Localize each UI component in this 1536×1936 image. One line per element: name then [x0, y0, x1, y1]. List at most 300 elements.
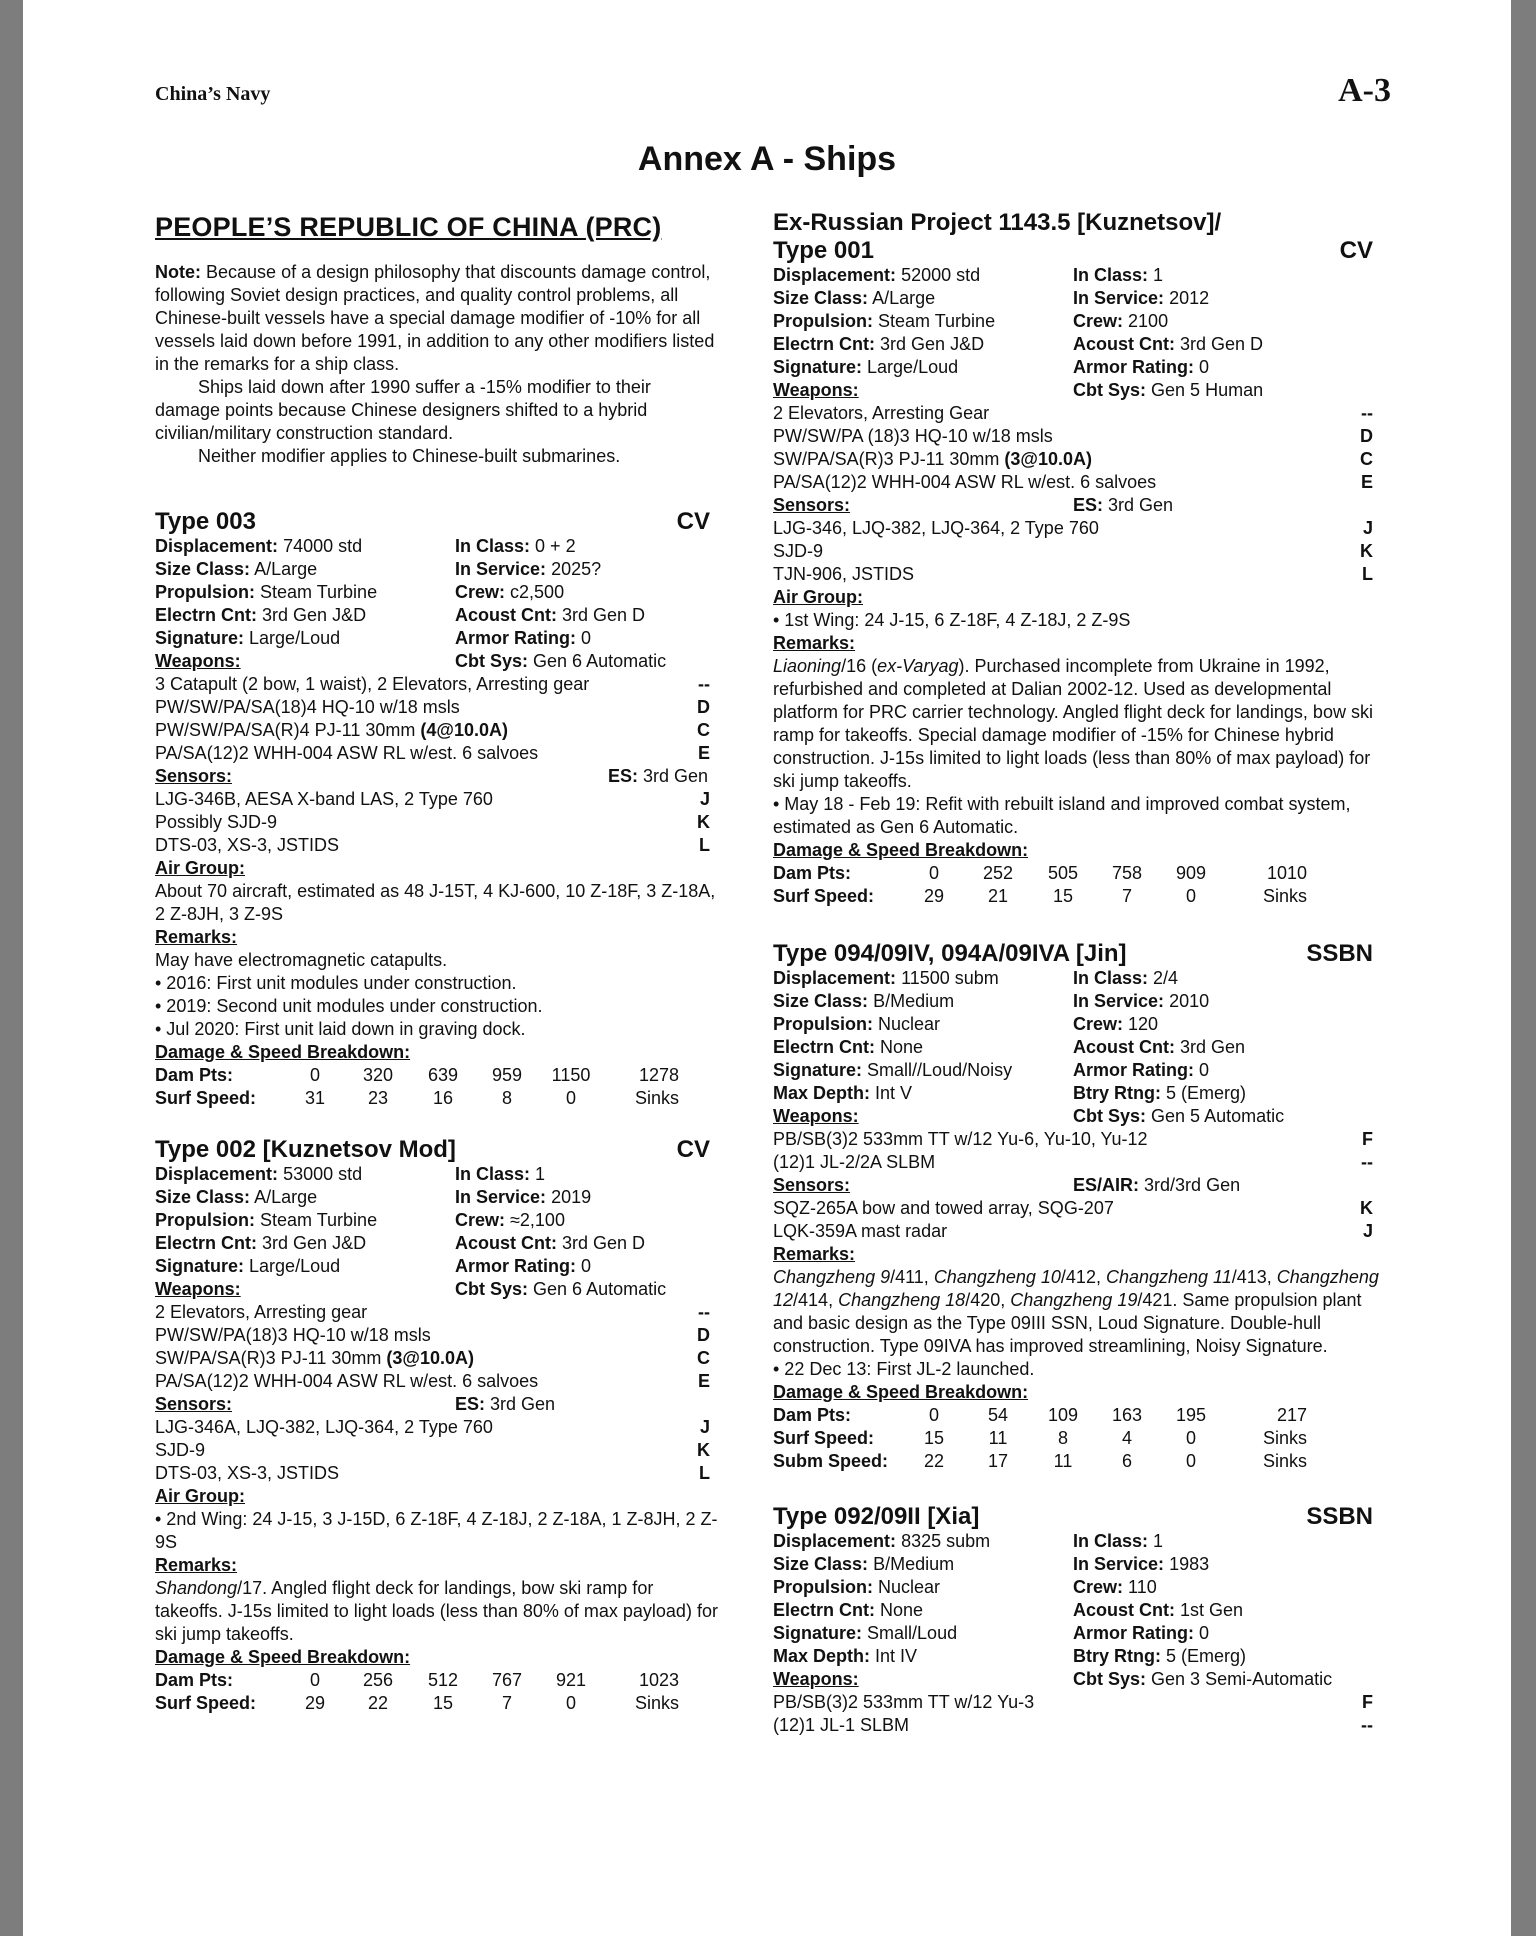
stat-cell	[1073, 1576, 1383, 1599]
stat-label: In Class:	[1073, 1531, 1149, 1551]
stat-cell	[1073, 1059, 1383, 1082]
ship-hull-name: Changzheng 10	[933, 1267, 1061, 1287]
stat-label: Size Class:	[773, 1554, 869, 1574]
running-header: China’s Navy	[155, 83, 271, 105]
damage-row-label: Subm Speed:	[773, 1451, 889, 1471]
stat-value: 52000 std	[901, 265, 981, 285]
remark-bullet: • May 18 - Feb 19: Refit with rebuilt island and improved combat system, estimated as Gen 6 Automatic.	[773, 794, 1351, 837]
damage-value: 4	[1121, 1428, 1132, 1448]
damage-value: 921	[555, 1670, 587, 1690]
stat-value: ≈2,100	[510, 1210, 565, 1230]
stat-cell	[155, 558, 455, 581]
stat-cell	[455, 1163, 720, 1186]
stat-value: Small//Loud/Noisy	[867, 1060, 1013, 1080]
weapon-desc: PB/SB(3)2 533mm TT w/12 Yu-3	[773, 1692, 1035, 1712]
damage-heading: Damage & Speed Breakdown:	[773, 840, 1029, 860]
weapon-desc: PA/SA(12)2 WHH-004 ASW RL w/est. 6 salvoes	[155, 1371, 539, 1391]
es-cell	[1073, 494, 1383, 517]
es-label: ES:	[1073, 495, 1104, 515]
stat-label: Armor Rating:	[455, 628, 576, 648]
weapon-code: F	[1362, 1129, 1373, 1149]
stat-label: Signature:	[773, 357, 863, 377]
stat-value: 0	[581, 1256, 592, 1276]
ship-type-code: CV	[676, 508, 710, 535]
damage-value: 6	[1121, 1451, 1132, 1471]
stat-value: Steam Turbine	[260, 1210, 378, 1230]
stat-label: Cbt Sys:	[455, 1279, 529, 1299]
stat-cell	[1073, 1622, 1383, 1645]
stat-value: Gen 5 Automatic	[1151, 1106, 1285, 1126]
stat-value: Nuclear	[878, 1577, 941, 1597]
stat-value: Large/Loud	[249, 1256, 341, 1276]
stat-cell	[773, 1530, 1073, 1553]
stat-cell	[773, 1082, 1073, 1105]
damage-value: 54	[987, 1405, 1009, 1425]
stat-label: Displacement:	[773, 968, 897, 988]
remarks-body: /17. Angled flight deck for landings, bow ski ramp for takeoffs. J-15s limited to light loads (less than 80% of max payload) for ski jump takeoffs.	[155, 1578, 718, 1644]
weapon-desc: 2 Elevators, Arresting gear	[155, 1302, 368, 1322]
remarks-body: ). Purchased incomplete from Ukraine in 1992, refurbished and completed at Dalian 2002-12. Used as developmental platform for PRC carrier technology. Angled flight deck for landings, bow ski ramp for takeoffs. Special damage modifier of -15% for Chinese hybrid construction. J-15s limited to light loads (less than 80% of max payload) for ski jump takeoffs.	[773, 656, 1373, 791]
stat-label: Btry Rtng:	[1073, 1083, 1161, 1103]
weapon-line	[773, 471, 1383, 494]
stat-cell	[773, 1059, 1073, 1082]
damage-value: 909	[1175, 863, 1207, 883]
weapon-line	[155, 673, 720, 696]
stat-label: Electrn Cnt:	[155, 605, 258, 625]
ship-header	[773, 1503, 1383, 1530]
damage-row-label: Dam Pts:	[773, 1405, 852, 1425]
weapon-text	[155, 1370, 538, 1393]
weapon-desc: 3 Catapult (2 bow, 1 waist), 2 Elevators, Arresting gear	[155, 674, 590, 694]
ship-entry-type-092	[773, 1503, 1383, 1737]
stat-label: Acoust Cnt:	[1073, 1600, 1175, 1620]
weapon-text	[773, 1151, 935, 1174]
damage-value: 758	[1111, 863, 1143, 883]
weapon-code: --	[698, 674, 710, 694]
stat-cell	[455, 1255, 720, 1278]
ship-name: Type 094/09IV, 094A/09IVA [Jin]	[773, 940, 1127, 967]
hull-number: /411,	[890, 1267, 934, 1287]
ship-entry-type-094	[773, 940, 1383, 1473]
weapon-desc: (12)1 JL-1 SLBM	[773, 1715, 910, 1735]
cbt-sys-cell	[455, 650, 720, 673]
damage-value: Sinks	[1262, 1428, 1307, 1448]
stat-cell	[773, 967, 1073, 990]
es-cell	[608, 765, 720, 788]
stat-cell	[455, 558, 720, 581]
stat-cell	[155, 1232, 455, 1255]
damage-value: 0	[928, 1405, 939, 1425]
damage-row	[155, 1692, 720, 1715]
stat-label: Armor Rating:	[1073, 1623, 1194, 1643]
sensor-text: TJN-906, JSTIDS	[773, 564, 915, 584]
stat-cell	[1073, 1530, 1383, 1553]
stat-cell	[773, 287, 1073, 310]
stat-cell	[773, 356, 1073, 379]
stat-label: Armor Rating:	[1073, 1060, 1194, 1080]
stat-cell	[1073, 1036, 1383, 1059]
stat-value: 5 (Emerg)	[1166, 1083, 1247, 1103]
damage-row-label: Surf Speed:	[155, 1088, 257, 1108]
weapon-gun-rating: (3@10.0A)	[386, 1348, 474, 1368]
weapon-text	[773, 1128, 1148, 1151]
damage-value: 11	[1053, 1451, 1073, 1471]
stat-cell	[773, 990, 1073, 1013]
ship-name: Type 092/09II [Xia]	[773, 1503, 980, 1530]
stat-label: Crew:	[1073, 311, 1124, 331]
weapon-line	[773, 1714, 1383, 1737]
note-text-1: Because of a design philosophy that discounts damage control, following Soviet design practices, and quality control problems, all Chinese-built vessels have a special damage modifier of -10% for all vessels laid down before 1991, in addition to any other modifiers listed in the remarks for a ship class.	[155, 262, 715, 374]
ship-hull-name: Changzheng 11	[1105, 1267, 1232, 1287]
cbt-sys-cell	[455, 1278, 720, 1301]
stat-value: Nuclear	[878, 1014, 941, 1034]
ship-type-code: SSBN	[1306, 1503, 1373, 1530]
stat-value: 74000 std	[283, 536, 363, 556]
stat-label: Acoust Cnt:	[455, 605, 557, 625]
stat-cell	[455, 581, 720, 604]
damage-value: 15	[432, 1693, 454, 1713]
stat-cell	[1073, 1553, 1383, 1576]
damage-value: 767	[491, 1670, 523, 1690]
hull-number: /413,	[1231, 1267, 1277, 1287]
stat-value: 110	[1128, 1577, 1157, 1597]
weapon-code: --	[698, 1302, 710, 1322]
sensor-text: DTS-03, XS-3, JSTIDS	[155, 1463, 340, 1483]
damage-row-label: Surf Speed:	[773, 1428, 875, 1448]
hull-number: /420,	[965, 1290, 1011, 1310]
damage-value: 0	[1185, 886, 1196, 906]
sensor-line	[773, 540, 1383, 563]
stat-label: Acoust Cnt:	[455, 1233, 557, 1253]
stat-label: Max Depth:	[773, 1646, 871, 1666]
damage-value: 217	[1276, 1405, 1307, 1425]
stat-cell	[1073, 1599, 1383, 1622]
damage-row	[773, 1450, 1383, 1473]
stat-value: 3rd Gen D	[1180, 334, 1264, 354]
remarks-heading: Remarks:	[773, 1244, 856, 1264]
stat-value: 1	[535, 1164, 546, 1184]
damage-value: 0	[1185, 1428, 1196, 1448]
stat-label: In Class:	[1073, 265, 1149, 285]
stat-cell	[155, 1186, 455, 1209]
ship-header	[155, 1136, 720, 1163]
weapon-desc: PW/SW/PA (18)3 HQ-10 w/18 msls	[773, 426, 1053, 446]
remarks-heading: Remarks:	[155, 1555, 238, 1575]
stat-label: Propulsion:	[155, 582, 255, 602]
stat-label: Btry Rtng:	[1073, 1646, 1161, 1666]
sensor-text: LQK-359A mast radar	[773, 1221, 948, 1241]
sensors-heading-row	[155, 765, 720, 788]
sensor-code: K	[1360, 541, 1373, 561]
remarks-fragment: /16 (	[841, 656, 878, 676]
damage-value: 1150	[551, 1065, 591, 1085]
page-title: Annex A - Ships	[637, 140, 897, 178]
ship-entry-type-002	[155, 1136, 720, 1715]
right-column	[773, 208, 1383, 1737]
ship-stats	[155, 535, 720, 673]
damage-value: Sinks	[1262, 1451, 1307, 1471]
cbt-sys-cell	[1073, 1105, 1383, 1128]
weapon-line	[773, 1691, 1383, 1714]
ship-stats	[155, 1163, 720, 1301]
ship-name-line-1: Ex-Russian Project 1143.5 [Kuznetsov]/	[773, 209, 1222, 236]
stat-value: 0	[1199, 1060, 1210, 1080]
stat-cell	[1073, 1013, 1383, 1036]
stat-label: Cbt Sys:	[1073, 1669, 1147, 1689]
stat-value: 120	[1128, 1014, 1159, 1034]
stat-cell	[155, 581, 455, 604]
air-group-text: About 70 aircraft, estimated as 48 J-15T, 4 KJ-600, 10 Z-18F, 3 Z-18A, 2 Z-8JH, 3 Z-9S	[155, 881, 716, 924]
stat-value: 3rd Gen D	[562, 605, 646, 625]
stat-value: 0	[581, 628, 592, 648]
air-group-heading: Air Group:	[155, 858, 245, 878]
sensor-line	[155, 1439, 720, 1462]
damage-value: 109	[1047, 1405, 1079, 1425]
stat-label: Electrn Cnt:	[773, 334, 876, 354]
stat-value: 0	[1199, 357, 1210, 377]
weapon-text	[155, 1324, 431, 1347]
sensor-text: Possibly SJD-9	[155, 812, 278, 832]
sensors-heading: Sensors:	[155, 1394, 233, 1414]
ship-name: Type 003	[155, 508, 256, 535]
stat-cell	[773, 1622, 1073, 1645]
weapons-heading-cell	[773, 379, 1073, 402]
sensors-heading-row	[155, 1393, 720, 1416]
damage-value: 22	[923, 1451, 945, 1471]
es-value: 3rd Gen	[1108, 495, 1174, 515]
weapon-text	[773, 1691, 1034, 1714]
stat-label: Propulsion:	[155, 1210, 255, 1230]
stat-cell	[155, 535, 455, 558]
weapon-desc: 2 Elevators, Arresting Gear	[773, 403, 990, 423]
stat-label: Electrn Cnt:	[773, 1600, 876, 1620]
sensor-code: J	[699, 789, 710, 809]
damage-row	[155, 1087, 720, 1110]
damage-value: 15	[923, 1428, 945, 1448]
stat-value: 2/4	[1153, 968, 1179, 988]
stat-cell	[773, 1576, 1073, 1599]
stat-value: 3rd Gen	[1180, 1037, 1246, 1057]
document-page	[23, 0, 1511, 1936]
stat-label: Size Class:	[155, 1187, 251, 1207]
stat-label: Electrn Cnt:	[155, 1233, 258, 1253]
stat-value: Steam Turbine	[878, 311, 996, 331]
weapons-heading-cell	[155, 1278, 455, 1301]
stat-value: 53000 std	[283, 1164, 363, 1184]
sensor-line	[773, 1197, 1383, 1220]
cbt-sys-cell	[1073, 379, 1383, 402]
weapon-code: C	[1360, 449, 1373, 469]
stat-label: In Class:	[1073, 968, 1149, 988]
stat-cell	[1073, 1082, 1383, 1105]
stat-cell	[155, 1255, 455, 1278]
damage-value: 29	[923, 886, 945, 906]
damage-value: 29	[304, 1693, 326, 1713]
stat-label: Armor Rating:	[455, 1256, 576, 1276]
ship-name: Type 001	[773, 237, 874, 264]
weapon-line	[155, 1324, 720, 1347]
stat-value: 2019	[551, 1187, 592, 1207]
weapon-desc: SW/PA/SA(R)3 PJ-11 30mm	[773, 449, 1005, 469]
weapon-text	[773, 1714, 909, 1737]
sensor-code: J	[1362, 518, 1373, 538]
stat-label: Propulsion:	[773, 311, 873, 331]
stat-value: 8325 subm	[901, 1531, 991, 1551]
stat-cell	[155, 1163, 455, 1186]
damage-row-label: Surf Speed:	[155, 1693, 257, 1713]
weapon-code: D	[697, 1325, 710, 1345]
sensor-line	[773, 563, 1383, 586]
weapon-line	[773, 1151, 1383, 1174]
stat-value: Gen 6 Automatic	[533, 1279, 667, 1299]
remark-line: • Jul 2020: First unit laid down in graving dock.	[155, 1019, 526, 1039]
stat-value: None	[880, 1600, 924, 1620]
damage-value: 959	[491, 1065, 523, 1085]
stat-value: A/Large	[254, 559, 318, 579]
sensor-text: SQZ-265A bow and towed array, SQG-207	[773, 1198, 1114, 1218]
weapons-heading: Weapons:	[773, 1669, 859, 1689]
es-label: ES/AIR:	[1073, 1175, 1140, 1195]
remarks-text	[773, 655, 1383, 793]
sensors-heading-cell	[155, 1393, 455, 1416]
weapon-code: E	[697, 743, 710, 763]
ship-hull-name: Shandong	[155, 1578, 238, 1598]
stat-cell	[773, 1599, 1073, 1622]
stat-value: Int V	[875, 1083, 913, 1103]
sensor-text: LJG-346, LJQ-382, LJQ-364, 2 Type 760	[773, 518, 1099, 538]
weapons-heading: Weapons:	[773, 380, 859, 400]
sensor-line	[155, 788, 720, 811]
stat-value: Gen 6 Automatic	[533, 651, 667, 671]
stat-value: 2100	[1128, 311, 1169, 331]
remarks-text	[155, 1577, 720, 1646]
damage-value: 16	[432, 1088, 454, 1108]
stat-cell	[1073, 310, 1383, 333]
ship-hull-name: Liaoning	[773, 656, 842, 676]
sensor-code: J	[1362, 1221, 1373, 1241]
stat-cell	[1073, 356, 1383, 379]
stat-value: 3rd Gen D	[562, 1233, 646, 1253]
stat-value: Gen 5 Human	[1151, 380, 1264, 400]
weapon-code: --	[1361, 1152, 1373, 1172]
damage-value: 512	[427, 1670, 459, 1690]
weapon-line	[773, 1128, 1383, 1151]
damage-value: 252	[982, 863, 1014, 883]
sensor-text: SJD-9	[773, 541, 824, 561]
damage-value: 8	[501, 1088, 512, 1108]
stat-value: 2025?	[551, 559, 602, 579]
remarks-heading: Remarks:	[155, 927, 238, 947]
weapons-heading-cell	[773, 1668, 1073, 1691]
sensors-heading-row	[773, 494, 1383, 517]
weapon-code: D	[1360, 426, 1373, 446]
weapon-desc: PW/SW/PA/SA(R)4 PJ-11 30mm	[155, 720, 421, 740]
stat-label: Signature:	[773, 1060, 863, 1080]
air-group-text: • 1st Wing: 24 J-15, 6 Z-18F, 4 Z-18J, 2 Z-9S	[773, 610, 1131, 630]
weapon-desc: (12)1 JL-2/2A SLBM	[773, 1152, 936, 1172]
stat-value: A/Large	[254, 1187, 318, 1207]
stat-value: Steam Turbine	[260, 582, 378, 602]
damage-value: 639	[427, 1065, 459, 1085]
weapon-line	[155, 742, 720, 765]
stat-value: Large/Loud	[249, 628, 341, 648]
stat-cell	[773, 1553, 1073, 1576]
stat-label: Propulsion:	[773, 1014, 873, 1034]
weapon-line	[773, 425, 1383, 448]
air-group-heading: Air Group:	[155, 1486, 245, 1506]
stat-value: 1983	[1169, 1554, 1210, 1574]
stat-label: Cbt Sys:	[1073, 1106, 1147, 1126]
air-group-text: • 2nd Wing: 24 J-15, 3 J-15D, 6 Z-18F, 4 Z-18J, 2 Z-18A, 1 Z-8JH, 2 Z-9S	[155, 1509, 718, 1552]
hull-number: /414,	[793, 1290, 839, 1310]
stat-value: 0 + 2	[535, 536, 576, 556]
damage-value: 1278	[638, 1065, 679, 1085]
es-value: 3rd/3rd Gen	[1144, 1175, 1241, 1195]
sensor-line	[155, 811, 720, 834]
weapon-text	[155, 696, 460, 719]
stat-value: 3rd Gen J&D	[880, 334, 985, 354]
stat-cell	[455, 1232, 720, 1255]
damage-row	[155, 1669, 720, 1692]
weapon-desc: PB/SB(3)2 533mm TT w/12 Yu-6, Yu-10, Yu-12	[773, 1129, 1148, 1149]
damage-row	[773, 1404, 1383, 1427]
es-cell	[455, 1393, 720, 1416]
stat-value: 1st Gen	[1180, 1600, 1244, 1620]
damage-value: 1023	[638, 1670, 679, 1690]
sensor-text: DTS-03, XS-3, JSTIDS	[155, 835, 340, 855]
weapon-text	[773, 425, 1053, 448]
stat-value: Int IV	[875, 1646, 918, 1666]
sensor-line	[155, 834, 720, 857]
stat-label: Crew:	[455, 582, 506, 602]
left-column	[155, 208, 720, 1715]
stat-value: Small/Loud	[867, 1623, 958, 1643]
weapon-text	[155, 1347, 474, 1370]
weapon-text	[773, 402, 989, 425]
stat-cell	[773, 1645, 1073, 1668]
stat-value: A/Large	[872, 288, 936, 308]
stat-value: None	[880, 1037, 924, 1057]
hull-number: /412,	[1060, 1267, 1106, 1287]
ship-stats	[773, 967, 1383, 1128]
stat-value: 1	[1153, 265, 1164, 285]
stat-label: In Class:	[455, 1164, 531, 1184]
sensor-text: SJD-9	[155, 1440, 206, 1460]
damage-value: 11	[988, 1428, 1008, 1448]
damage-value: 320	[362, 1065, 394, 1085]
stat-label: Propulsion:	[773, 1577, 873, 1597]
remarks-text	[773, 1266, 1383, 1358]
remark-line: • 2016: First unit modules under construction.	[155, 973, 517, 993]
remarks-body: Same propulsion plant and basic design as the Type 09III SSN, Loud Signature. Double-hull construction. Type 09IVA has improved streamlining, Noisy Signature.	[773, 1290, 1362, 1356]
damage-value: 7	[1121, 886, 1132, 906]
weapon-code: --	[1361, 1715, 1373, 1735]
sensors-heading-row	[773, 1174, 1383, 1197]
damage-value: 0	[565, 1088, 576, 1108]
ship-entry-type-003	[155, 508, 720, 1110]
stat-value: 0	[1199, 1623, 1210, 1643]
damage-value: 256	[362, 1670, 394, 1690]
stat-cell	[455, 1209, 720, 1232]
note-paragraph-3: Neither modifier applies to Chinese-built submarines.	[198, 446, 621, 466]
ship-type-code: CV	[676, 1136, 710, 1163]
damage-value: 163	[1111, 1405, 1143, 1425]
stat-cell	[155, 1209, 455, 1232]
stat-cell	[455, 1186, 720, 1209]
ship-former-name: ex-Varyag	[877, 656, 959, 676]
stat-label: Cbt Sys:	[455, 651, 529, 671]
note-label: Note:	[155, 262, 201, 282]
